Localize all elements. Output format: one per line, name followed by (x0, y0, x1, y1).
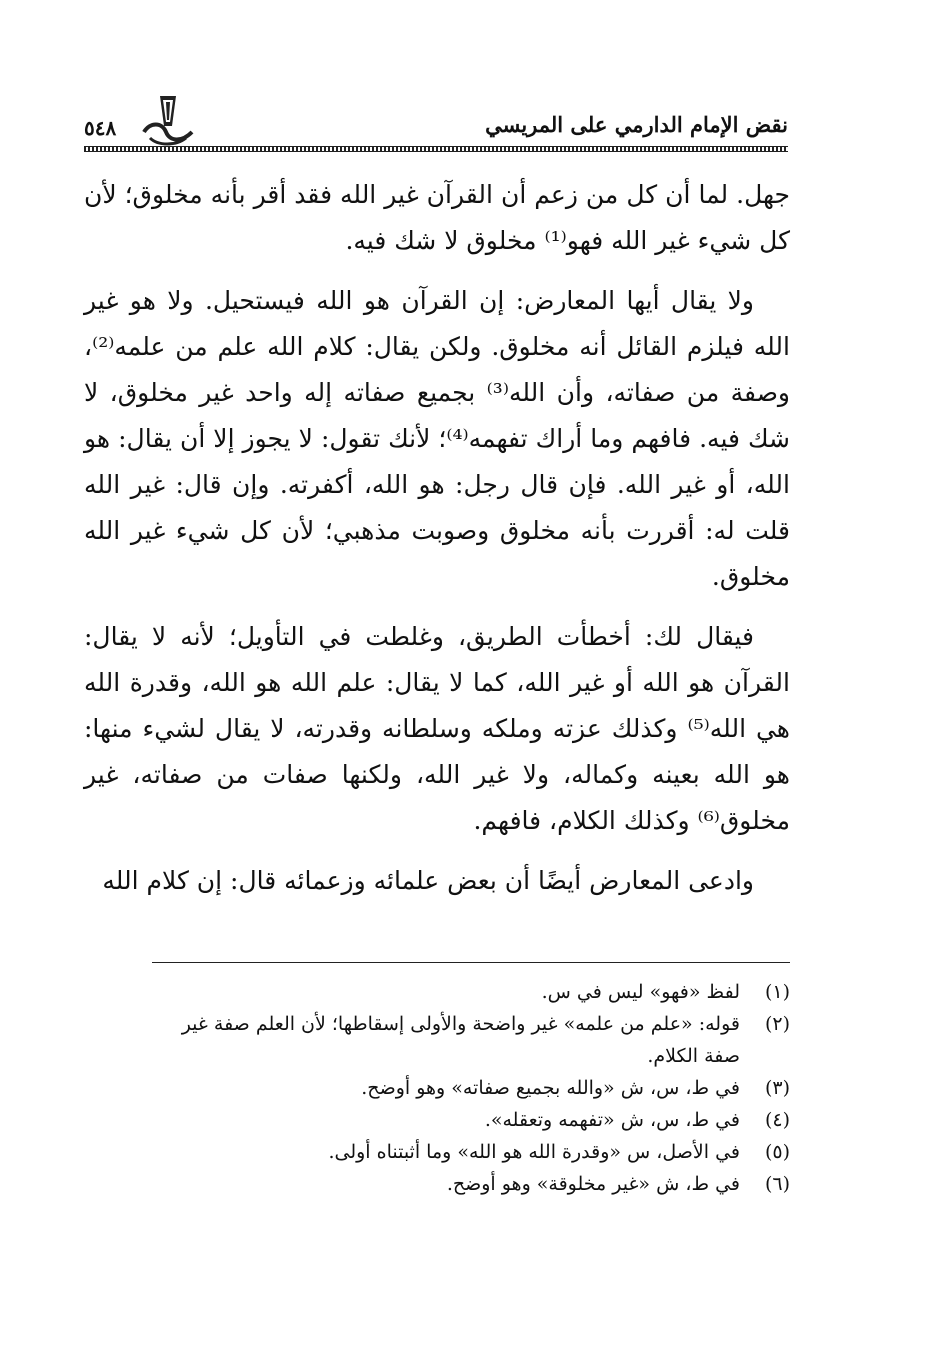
footnote-item (84, 1104, 790, 1136)
footnote-text: في ط، س، ش «والله بجميع صفاته» وهو أوضح. (361, 1077, 740, 1099)
pen-and-inkwell-icon (136, 92, 200, 150)
footnote-number: (١) (764, 981, 790, 1003)
page-header (84, 92, 788, 152)
main-text (84, 172, 790, 918)
paragraph: ولا يقال أيها المعارض: إن القرآن هو الله فيستحيل. ولا هو غير الله فيلزم القائل أنه مخلوق. ولكن يقال: كلام الله علم من علمه⁽²⁾، وصفة من صفاته، وأن الله⁽³⁾ بجميع صفاته إله واحد غير مخلوق، لا شك فيه. فافهم وما أراك تفهمه⁽⁴⁾؛ لأنك تقول: لا يجوز إلا أن يقال: هو الله، أو غير الله. فإن قال رجل: هو الله، أكفرته. وإن قال: غير الله قلت له: أقررت بأنه مخلوق وصوبت مذهبي؛ لأن كل شيء غير الله مخلوق. (84, 286, 790, 591)
footnote-text: قوله: «علم من علمه» غير واضحة والأولى إسقاطها؛ لأن العلم صفة غير (181, 1013, 740, 1035)
footnote-item (84, 1072, 790, 1104)
book-title: نقض الإمام الدارمي على المريسي (485, 112, 788, 137)
footnote-number: (٢) (764, 1013, 790, 1035)
footnote-text: في ط، س، ش «تفهمه وتعقله». (484, 1109, 740, 1131)
footnote-number: (٥) (764, 1141, 790, 1163)
footnote-text: في ط، ش «غير مخلوقة» وهو أوضح. (446, 1173, 740, 1195)
paragraph: وادعى المعارض أيضًا أن بعض علمائه وزعمائه قال: إن كلام الله (102, 866, 754, 895)
paragraph: فيقال لك: أخطأت الطريق، وغلطت في التأويل؛ لأنه لا يقال: القرآن هو الله أو غير الله، كما لا يقال: علم الله هو الله، وقدرة الله هي الله⁽⁵⁾ وكذلك عزته وملكه وسلطانه وقدرته، لا يقال لشيء منها: هو الله بعينه وكماله، ولا غير الله، ولكنها صفات من صفاته، غير مخلوق⁽⁶⁾ وكذلك الكلام، فافهم. (84, 622, 790, 835)
footnote-number: (٣) (764, 1077, 790, 1099)
page-number: ٥٤٨ (84, 116, 117, 140)
footnote-separator (152, 962, 790, 963)
footnote-item (84, 976, 790, 1008)
footnote-item (84, 1008, 790, 1040)
footnotes (84, 976, 790, 1200)
footnote-item (84, 1136, 790, 1168)
header-rule (84, 146, 788, 152)
footnote-text: لفظ «فهو» ليس في س. (541, 981, 740, 1003)
footnote-text: في الأصل، س «وقدرة الله هو الله» وما أثبتناه أولى. (328, 1141, 740, 1163)
footnote-continuation: صفة الكلام. (647, 1045, 740, 1067)
footnote-number: (٦) (764, 1173, 790, 1195)
footnote-number: (٤) (764, 1109, 790, 1131)
footnote-item (84, 1168, 790, 1200)
paragraph: جهل. لما أن كل من زعم أن القرآن غير الله فقد أقر بأنه مخلوق؛ لأن كل شيء غير الله فهو⁽¹⁾ مخلوق لا شك فيه. (84, 180, 790, 255)
